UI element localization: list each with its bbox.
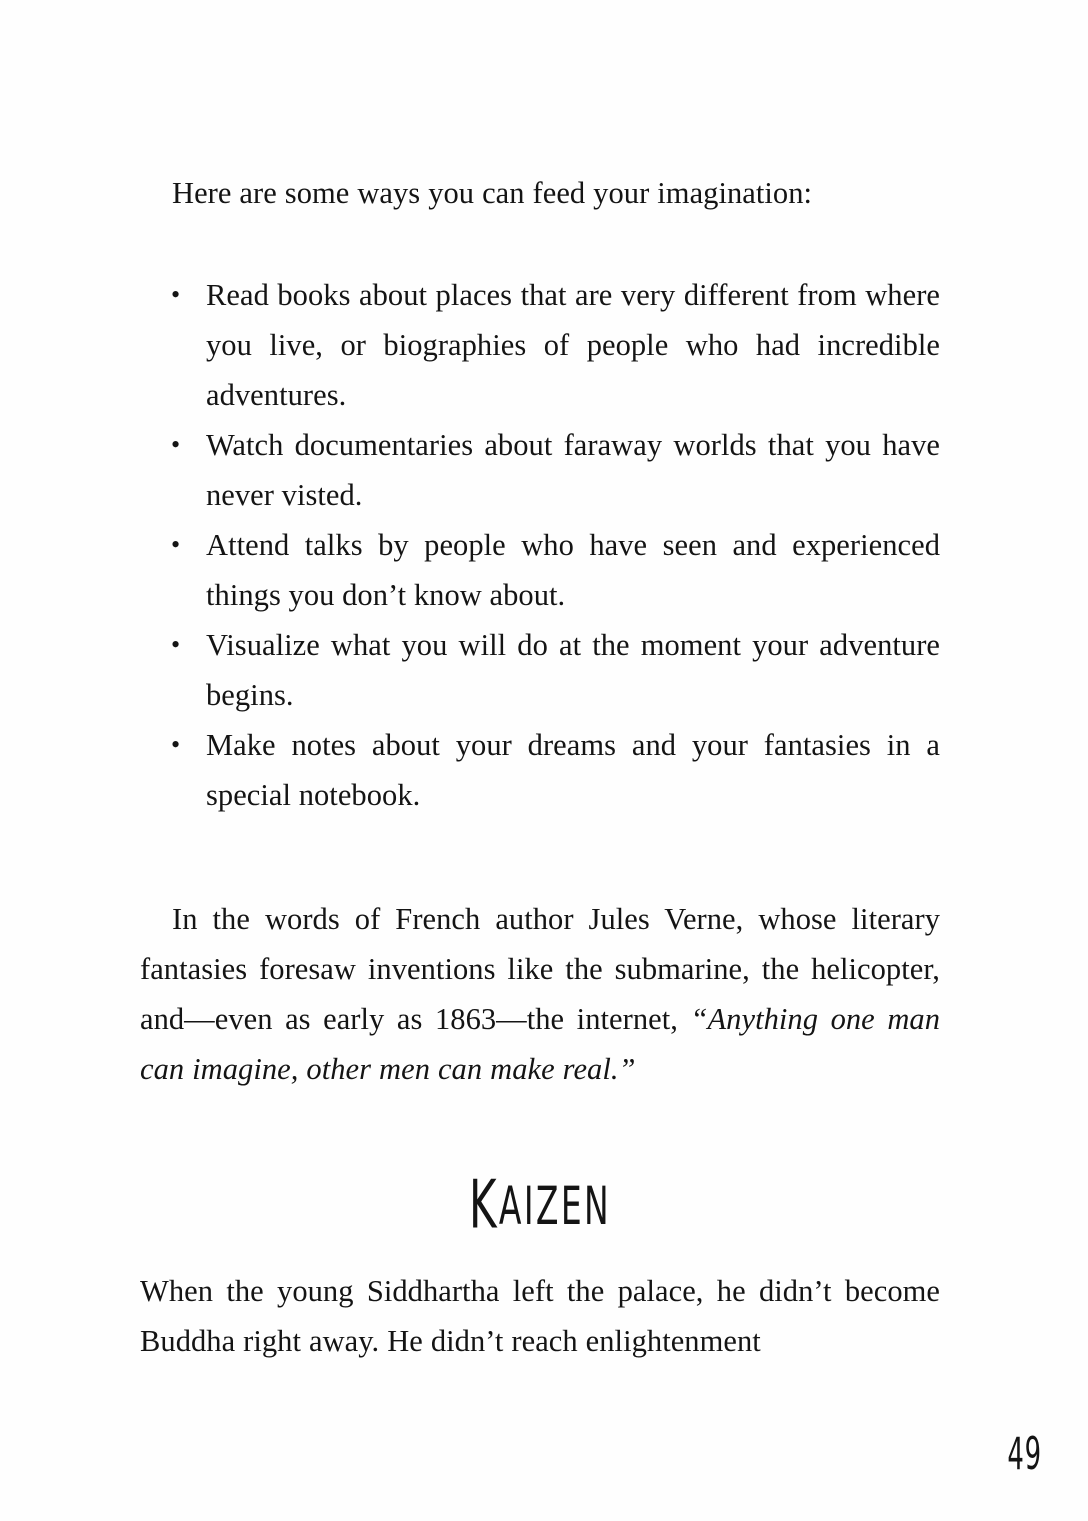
list-item: • Read books about places that are very different from where you live, or biographies of people who had incredible adventures. [140,270,940,420]
list-item: • Attend talks by people who have seen and experienced things you don’t know about. [140,520,940,620]
imagination-tips-list [140,270,940,820]
verne-paragraph [140,894,940,1094]
section-heading-rest: AIZEN [498,1175,612,1238]
section-body-paragraph: When the young Siddhartha left the palace, he didn’t become Buddha right away. He didn’t reach enlightenment [140,1274,940,1358]
list-item: • Make notes about your dreams and your fantasies in a special notebook. [140,720,940,820]
list-item: • Watch documentaries about faraway worlds that you have never visted. [140,420,940,520]
section-heading-kaizen [228,1165,852,1245]
section-heading-initial: K [468,1165,499,1245]
list-item: • Visualize what you will do at the moment your adventure begins. [140,620,940,720]
page-number: 49 [1007,1428,1042,1481]
intro-paragraph: Here are some ways you can feed your imagination: [172,176,813,210]
verne-lead-text: In the words of French author Jules Verne, whose literary fantasies foresaw inventions like the submarine, the helicopter, and—even as early as 1863—the internet, [140,902,940,1036]
verne-quote: “Anything one man can imagine, other men can make real.” [140,1002,940,1086]
page-content [140,168,940,1366]
